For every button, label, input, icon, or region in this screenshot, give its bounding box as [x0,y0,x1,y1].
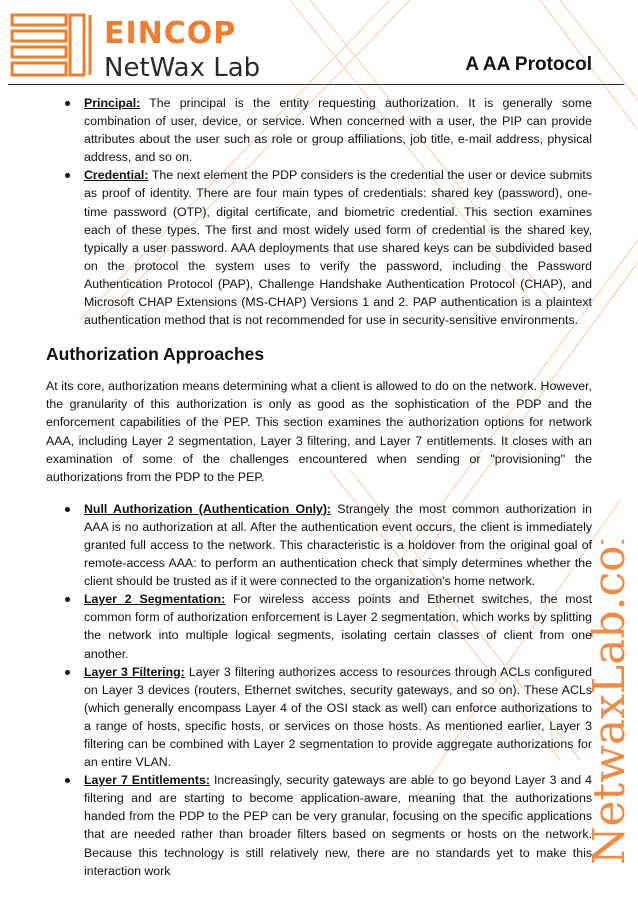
company-logo [8,10,278,83]
bullet-text: The principal is the entity requesting authorization. It is generally some combination of user, device, or service. When concerned with a user, the PIP can provide attributes about the user such as role or group affiliations, job title, e-mail address, physical address, and so on. [84,96,592,165]
list-item [46,663,592,772]
bullet-term: Layer 2 Segmentation: [84,592,226,607]
logo-title: EINCOP [104,16,237,51]
bullet-term: Layer 3 Filtering: [84,664,185,679]
bullet-text: For wireless access points and Ethernet switches, the most common form of authorization enforcement is Layer 2 segmentation, which works by splitting the network into multiple logical segments, isolating certain classes of client from one another. [84,592,593,661]
watermark-label: NetwaxLab.com [584,540,635,865]
list-item [46,500,592,590]
list-item [46,771,592,880]
section-paragraph: At its core, authorization means determining what a client is allowed to do on the network. However, the granularity of this authorization is only as good as the sophistication of the PDP and the enforcement capabilities of the PEP. This section examines the authorization options for network AAA, including Layer 2 segmentation, Layer 3 filtering, and Layer 7 entitlements. It closes with an examination of some of the challenges encountered when sending or "provisioning" the authorizations from the PDP to the PEP. [46,379,592,484]
bullet-text: Layer 3 filtering authorizes access to resources through ACLs configured on Layer 3 devices (routers, Ethernet switches, security gateways, and so on). These ACLs (which generally encompass Layer 4 of the OSI stack as well) can enforce authorizations to a range of hosts, specific hosts, or services on those hosts. As mentioned earlier, Layer 3 filtering can be combined with Layer 2 segmentation to provide aggregate authorizations for an entire VLAN. [84,664,593,770]
bullet-text: The next element the PDP considers is the credential the user or device submits as proof of identity. There are four main types of credentials: shared key (password), one-time password (OTP), digital certificate, and biometric credential. This section examines each of these types. The first and most widely used form of credential is the shared key, typically a user password. AAA deployments that use shared keys can be subdivided based on the protocol the system uses to verify the password, including the Password Authentication Protocol (PAP), Challenge Handshake Authentication Protocol (CHAP), and Microsoft CHAP Extensions (MS-CHAP) Versions 1 and 2. PAP authentication is a plaintext authentication method that is not recommended for use in security-sensitive environments. [84,168,592,328]
document-body [46,94,592,880]
section-heading: Authorization Approaches [46,344,265,365]
list-item [46,94,592,166]
bullet-list-top [46,94,592,329]
bullet-list-bottom [46,500,592,880]
bullet-term: Null Authorization (Authentication Only): [84,501,332,516]
bullet-term: Credential: [84,168,149,183]
header-divider [8,84,624,85]
list-item [46,590,592,662]
page-title: A AA Protocol [465,54,592,75]
bullet-term: Layer 7 Entitlements: [84,773,210,788]
bullet-text: Increasingly, security gateways are able to go beyond Layer 3 and 4 filtering and are starting to become application-aware, meaning that the authorizations handed from the PDP to the PEP can be very granular, focusing on the specific applications that are needed rather than broader filters based on segments or hosts on the network. Because this technology is still relatively new, there are no standards yet to make this interaction work [84,773,592,878]
logo-mark-icon [8,12,96,80]
list-item [46,166,592,329]
bullet-text: Strangely the most common authorization in AAA is no authorization at all. After the authentication event occurs, the client is immediately granted full access to the network. This characteristic is a holdover from the original goal of remote-access AAA: to perform an authentication check that simply determines whether the client should be trusted as if it were connected to the organization's home network. [84,501,592,589]
bullet-term: Principal: [84,96,141,110]
logo-subtitle: NetWax Lab [104,53,261,83]
